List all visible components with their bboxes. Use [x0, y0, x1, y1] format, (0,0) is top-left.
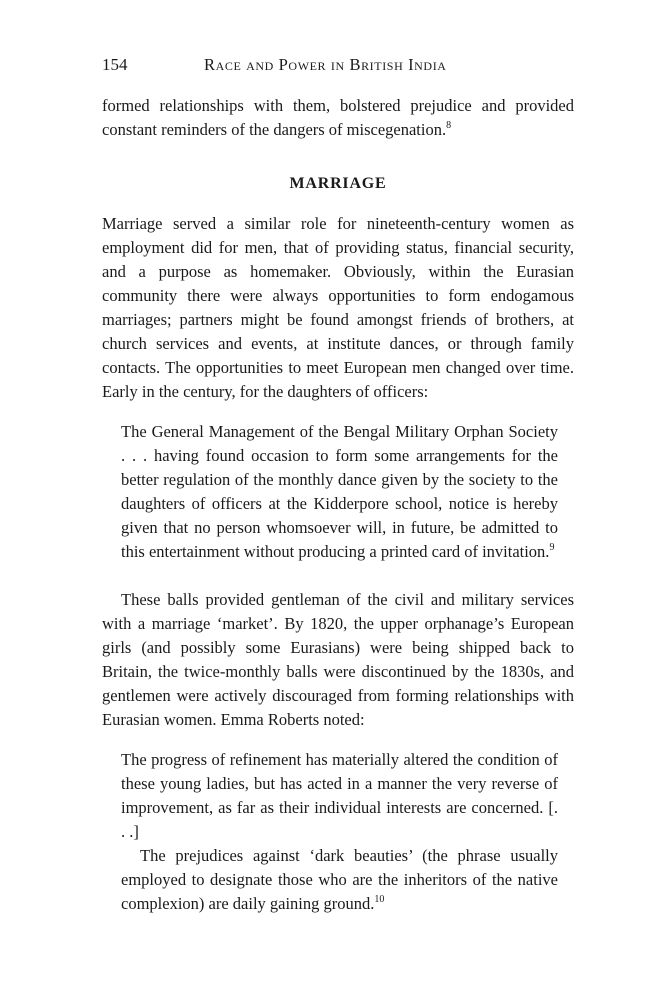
opening-text: formed relationships with them, bolstered prejudice and provided constant reminders of the dangers of miscegenation. [102, 96, 574, 139]
book-page [102, 52, 574, 916]
marriage-paragraph: Marriage served a similar role for nineteenth-century women as employment did for men, that of providing status, financial security, and a purpose as homemaker. Obviously, within the Eurasian community there were always opportunities to form endogamous marriages; partners might be found amongst friends of brothers, at church services and events, at institute dances, or through family contacts. The opportunities to meet European men changed over time. Early in the century, for the daughters of officers: [102, 214, 574, 401]
footnote-ref-8: 8 [446, 119, 452, 131]
block-quote-emma-roberts [121, 748, 558, 916]
opening-paragraph [102, 94, 574, 142]
quote-orphan-society-text: The General Management of the Bengal Military Orphan Society . . . having found occasion to form some arrangements for the better regulation of the monthly dance given by the society to the daughters of officers at the Kidderpore school, notice is hereby given that no person whomsoever will, in future, be admitted to this entertainment without producing a printed card of invitation. [121, 422, 558, 561]
footnote-ref-10: 10 [374, 893, 385, 905]
balls-paragraph: These balls provided gentleman of the civil and military services with a marriage ‘market’. By 1820, the upper orphanage’s European girls (and possibly some Eurasians) were being shipped back to Britain, the twice-monthly balls were discontinued by the 1830s, and gentlemen were actively discouraged from forming relationships with Eurasian women. Emma Roberts noted: [102, 590, 574, 729]
quote-roberts-part1: The progress of refinement has materially altered the condition of these young ladies, but has acted in a manner the very reverse of improvement, as far as their individual interests are concerned. [. . .] [121, 750, 558, 841]
page-number: 154 [102, 55, 128, 74]
block-quote-orphan-society [121, 420, 558, 564]
quote-roberts-part2: The prejudices against ‘dark beauties’ (the phrase usually employed to designate those who are the inheritors of the native complexion) are daily gaining ground. [121, 846, 558, 913]
section-heading: MARRIAGE [289, 175, 387, 192]
running-head [102, 52, 574, 78]
footnote-ref-9: 9 [549, 541, 555, 553]
running-title: Race and Power in British India [204, 55, 447, 74]
